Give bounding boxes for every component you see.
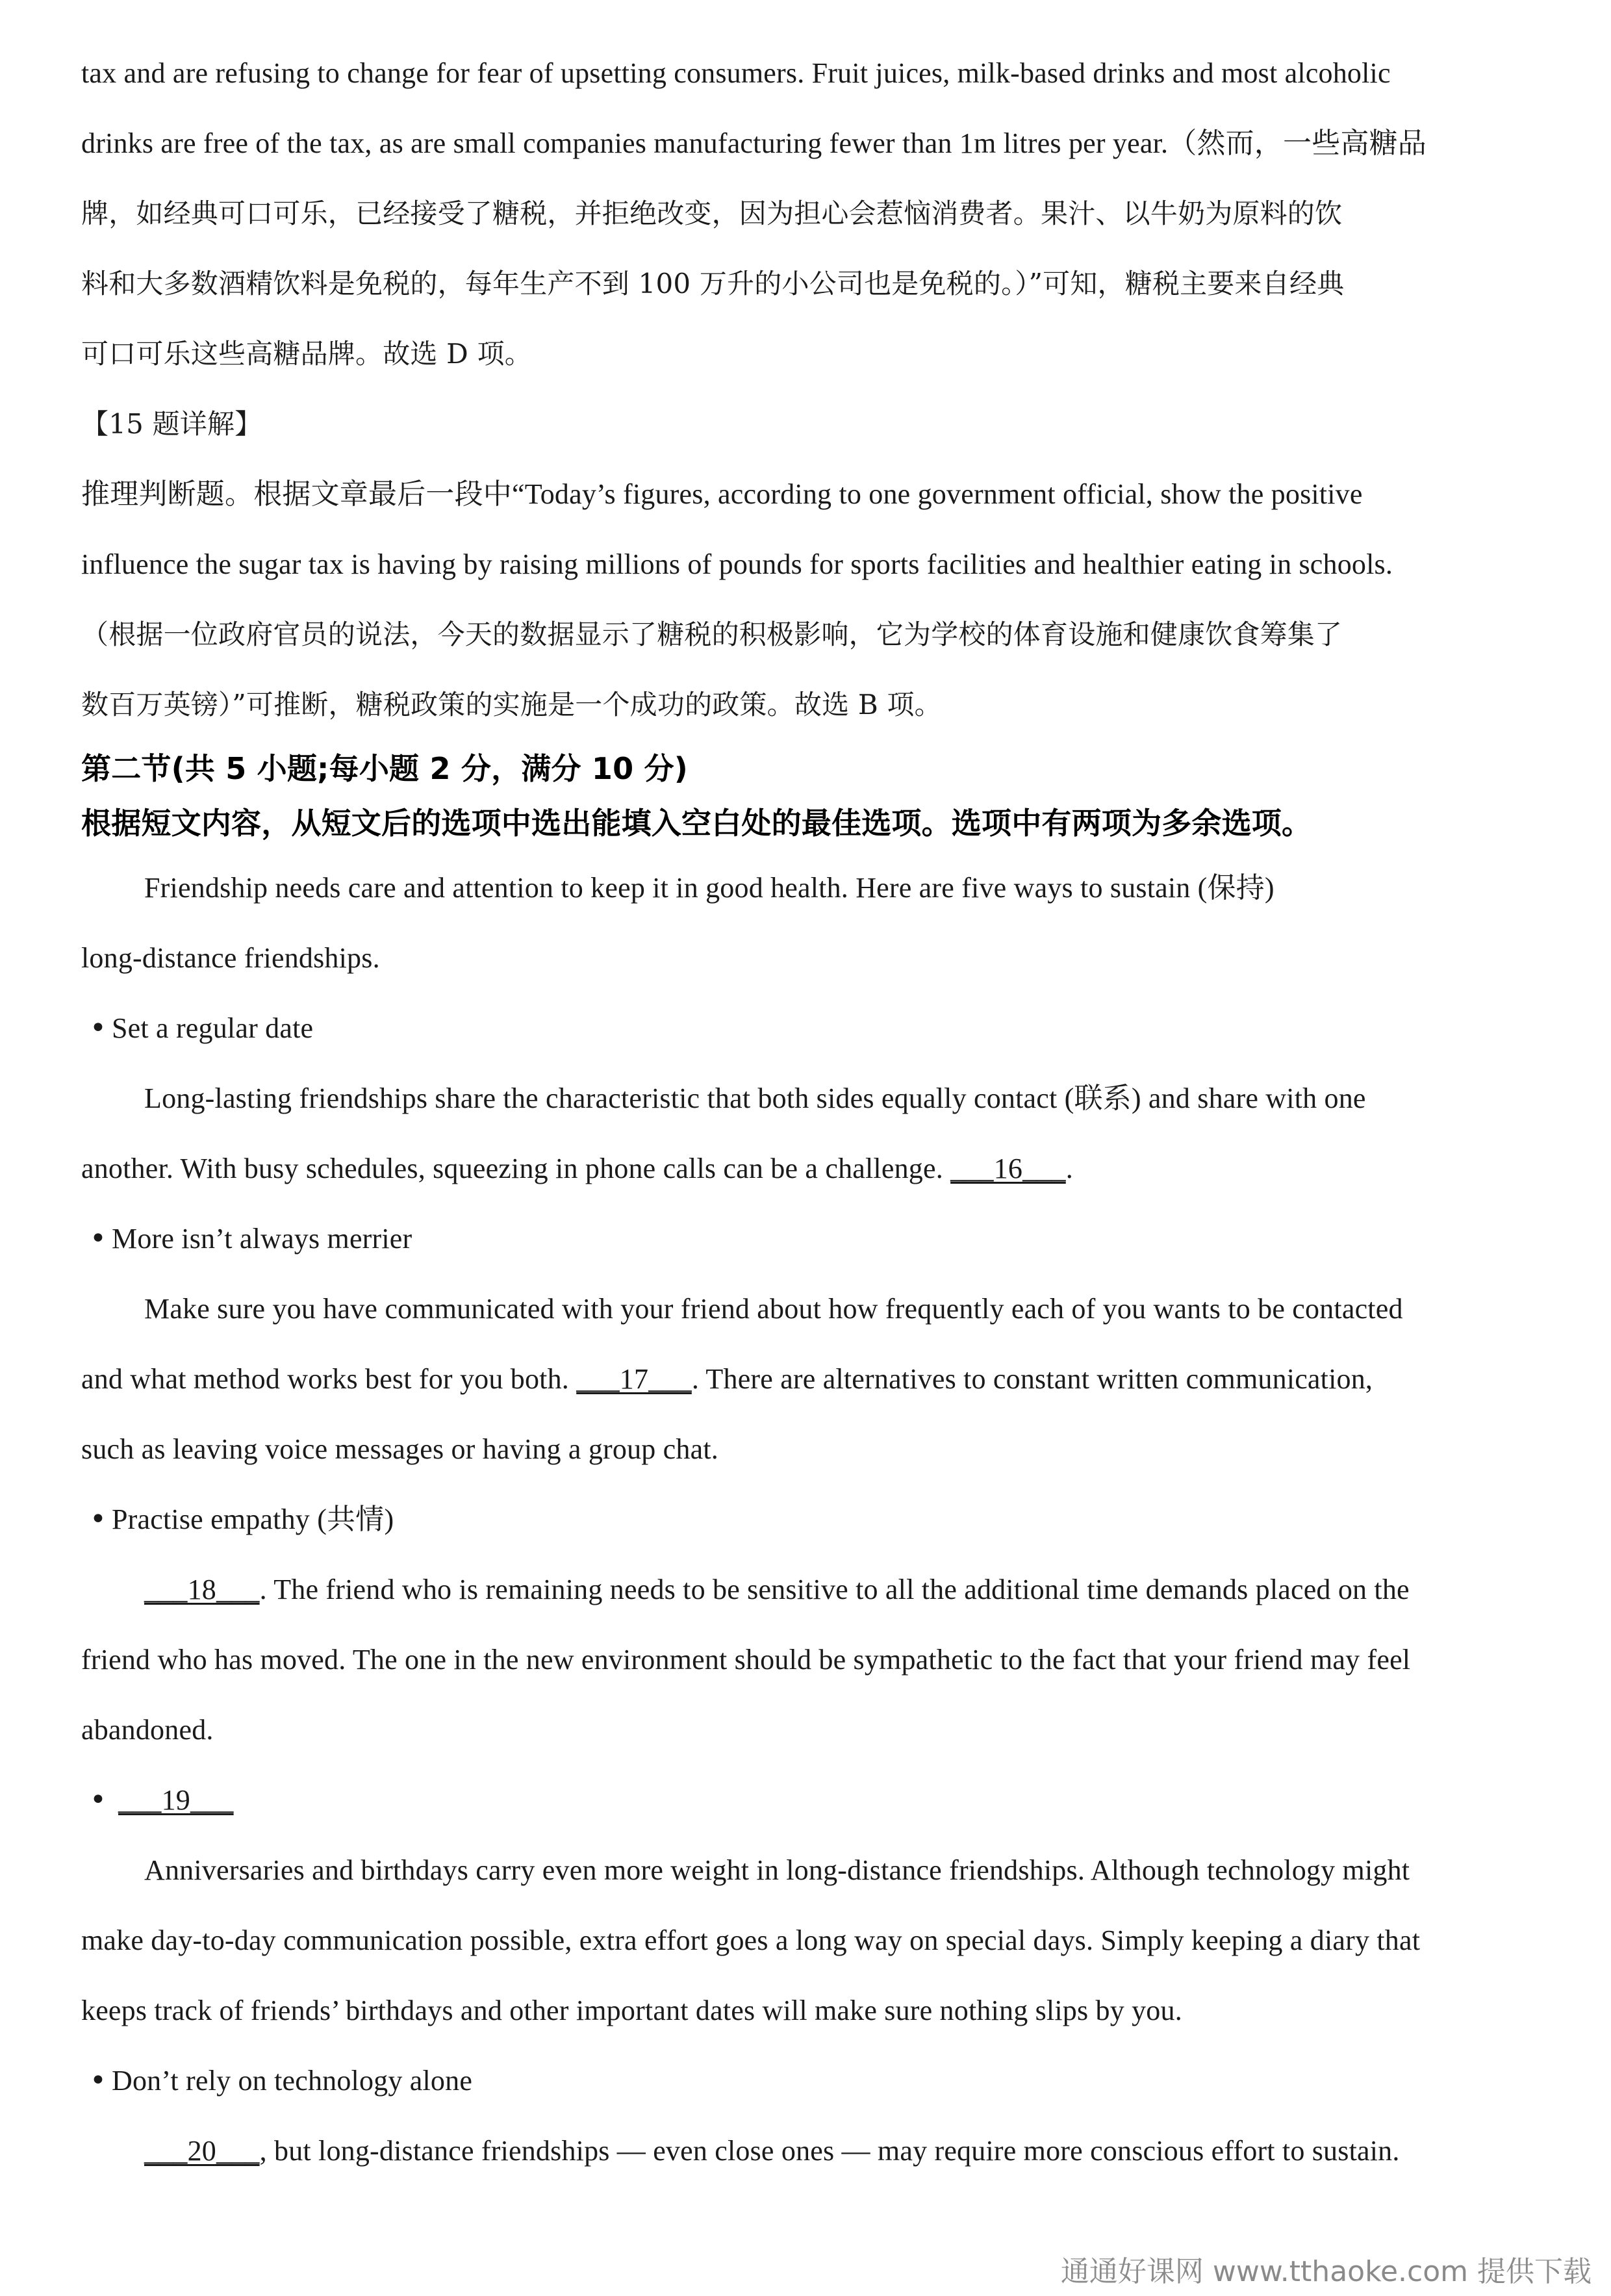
analysis-14-line-2: drinks are free of the tax, as are small companies manufacturing fewer than 1m litres per year.（然而，一些高糖品	[81, 127, 1427, 159]
footer-watermark: 通通好课网 www.tthaoke.com 提供下载	[1060, 2255, 1592, 2288]
analysis-15-line-3: （根据一位政府官员的说法，今天的数据显示了糖税的积极影响，它为学校的体育设施和健康饮食筹集了	[81, 619, 1343, 650]
blank-20: ___20___	[144, 2135, 260, 2167]
analysis-14-line-5: 可口可乐这些高糖品牌。故选 D 项。	[81, 338, 532, 370]
paragraph-5-text: , but long-distance friendships — even close ones — may require more conscious effort to sustain.	[259, 2135, 1400, 2167]
bullet-icon: •	[90, 2064, 107, 2097]
section-2-title: 第二节(共 5 小题;每小题 2 分，满分 10 分)	[81, 751, 688, 786]
bullet-icon: •	[90, 1012, 107, 1045]
analysis-14-line-4: 料和大多数酒精饮料是免税的，每年生产不到 100 万升的小公司也是免税的。）”可知，糖税主要来自经典	[81, 268, 1345, 300]
bullet-icon: •	[90, 1503, 107, 1536]
blank-17: ___17___	[576, 1363, 692, 1395]
paragraph-3-line-1	[144, 1572, 1410, 1607]
passage-intro-line-1: Friendship needs care and attention to keep it in good health. Here are five ways to sustain (保持)	[144, 872, 1275, 904]
analysis-14-line-3: 牌，如经典可口可乐，已经接受了糖税，并拒绝改变，因为担心会惹恼消费者。果汁、以牛奶为原料的饮	[81, 198, 1343, 229]
subheading-blank-19	[118, 1783, 234, 1818]
bullet-icon: •	[90, 1222, 107, 1255]
bullet-icon: •	[90, 1783, 107, 1817]
paragraph-3-line-3: abandoned.	[81, 1714, 214, 1746]
analysis-15-line-1: 推理判断题。根据文章最后一段中“Today’s figures, according to one government official, show the positive	[81, 478, 1363, 510]
subheading-set-regular-date: Set a regular date	[112, 1012, 314, 1044]
blank-19: ___19___	[118, 1784, 234, 1816]
blank-16: ___16___	[950, 1153, 1066, 1184]
analysis-15-line-4: 数百万英镑）”可推断，糖税政策的实施是一个成功的政策。故选 B 项。	[81, 689, 942, 721]
section-2-instruction: 根据短文内容，从短文后的选项中选出能填入空白处的最佳选项。选项中有两项为多余选项。	[81, 806, 1312, 841]
paragraph-4-line-1: Anniversaries and birthdays carry even more weight in long-distance friendships. Although technology might	[144, 1854, 1410, 1886]
subheading-dont-rely-on-technology: Don’t rely on technology alone	[112, 2065, 473, 2097]
blank-18: ___18___	[144, 1574, 260, 1605]
paragraph-2-line-2	[81, 1362, 1373, 1397]
paragraph-1-end: .	[1065, 1153, 1073, 1184]
paragraph-4-line-2: make day-to-day communication possible, extra effort goes a long way on special days. Simply keeping a diary that	[81, 1924, 1421, 1956]
analysis-14-line-1: tax and are refusing to change for fear of upsetting consumers. Fruit juices, milk-based drinks and most alcoholic	[81, 57, 1391, 89]
paragraph-1-line-1: Long-lasting friendships share the characteristic that both sides equally contact (联系) and share with one	[144, 1082, 1366, 1114]
paragraph-3-line-2: friend who has moved. The one in the new environment should be sympathetic to the fact that your friend may feel	[81, 1644, 1411, 1676]
subheading-more-isnt-merrier: More isn’t always merrier	[112, 1223, 412, 1255]
paragraph-2-line-3: such as leaving voice messages or having a group chat.	[81, 1433, 718, 1465]
paragraph-2-text-after: . There are alternatives to constant written communication,	[691, 1363, 1373, 1395]
paragraph-1-line-2	[81, 1151, 1073, 1186]
paragraph-5-line-1	[144, 2134, 1400, 2169]
analysis-15-line-2: influence the sugar tax is having by raising millions of pounds for sports facilities and healthier eating in schools.	[81, 548, 1393, 580]
paragraph-2-text: and what method works best for you both.	[81, 1363, 577, 1395]
analysis-15-heading: 【15 题详解】	[81, 408, 262, 440]
paragraph-3-text: . The friend who is remaining needs to be sensitive to all the additional time demands placed on the	[259, 1574, 1410, 1605]
passage-intro-line-2: long-distance friendships.	[81, 942, 380, 974]
subheading-practise-empathy: Practise empathy (共情)	[112, 1503, 394, 1535]
paragraph-1-text: another. With busy schedules, squeezing in phone calls can be a challenge.	[81, 1153, 951, 1184]
paragraph-4-line-3: keeps track of friends’ birthdays and other important dates will make sure nothing slips by you.	[81, 1995, 1182, 2026]
paragraph-2-line-1: Make sure you have communicated with your friend about how frequently each of you wants to be contacted	[144, 1293, 1403, 1325]
